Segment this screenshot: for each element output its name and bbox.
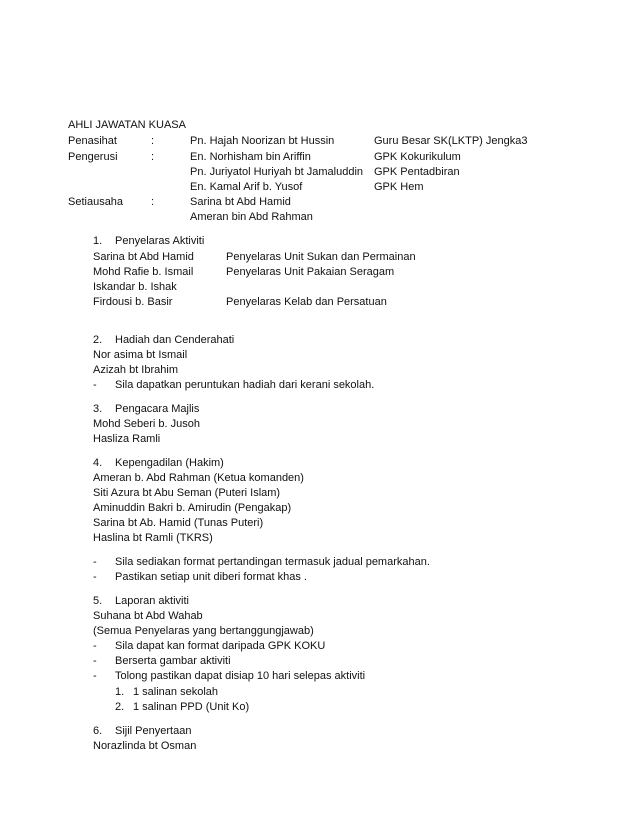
bullet-dash: - bbox=[93, 379, 97, 391]
member-name: Sarina bt Ab. Hamid (Tunas Puteri) bbox=[93, 517, 264, 529]
bullet-dash: - bbox=[93, 670, 97, 682]
committee-name: Pn. Juriyatol Huriyah bt Jamaluddin bbox=[190, 166, 364, 178]
coordinator-task: Penyelaras Kelab dan Persatuan bbox=[226, 296, 387, 308]
member-name: Nor asima bt Ismail bbox=[93, 349, 188, 361]
committee-post: Guru Besar SK(LKTP) Jengka3 bbox=[374, 135, 528, 147]
coordinator-name: Firdousi b. Basir bbox=[93, 296, 173, 308]
committee-post: GPK Pentadbiran bbox=[374, 166, 460, 178]
committee-role: Penasihat bbox=[68, 135, 117, 147]
committee-colon: : bbox=[151, 196, 155, 208]
section-number: 3. bbox=[93, 403, 103, 415]
document-heading: AHLI JAWATAN KUASA bbox=[68, 119, 186, 131]
member-name: Azizah bt Ibrahim bbox=[93, 364, 178, 376]
section-title: Laporan aktiviti bbox=[115, 595, 189, 607]
note-text: Sila dapatkan peruntukan hadiah dari kerani sekolah. bbox=[115, 379, 375, 391]
committee-role: Pengerusi bbox=[68, 151, 118, 163]
bullet-dash: - bbox=[93, 640, 97, 652]
sub-number: 2. bbox=[115, 701, 125, 713]
member-name: Ameran b. Abd Rahman (Ketua komanden) bbox=[93, 472, 304, 484]
section-number: 2. bbox=[93, 334, 103, 346]
sub-number: 1. bbox=[115, 686, 125, 698]
committee-name: En. Norhisham bin Ariffin bbox=[190, 151, 311, 163]
section-title: Hadiah dan Cenderahati bbox=[115, 334, 235, 346]
member-name: Norazlinda bt Osman bbox=[93, 740, 197, 752]
committee-role: Setiausaha bbox=[68, 196, 124, 208]
committee-colon: : bbox=[151, 151, 155, 163]
note-text: Berserta gambar aktiviti bbox=[115, 655, 231, 667]
bullet-dash: - bbox=[93, 655, 97, 667]
member-name: Mohd Seberi b. Jusoh bbox=[93, 418, 201, 430]
note-text: Sila sediakan format pertandingan termasuk jadual pemarkahan. bbox=[115, 556, 430, 568]
section-number: 6. bbox=[93, 725, 103, 737]
note-text: Tolong pastikan dapat disiap 10 hari selepas aktiviti bbox=[115, 670, 366, 682]
section-title: Kepengadilan (Hakim) bbox=[115, 457, 224, 469]
committee-post: GPK Hem bbox=[374, 181, 424, 193]
section-title: Penyelaras Aktiviti bbox=[115, 235, 205, 247]
committee-colon: : bbox=[151, 135, 155, 147]
coordinator-name: Sarina bt Abd Hamid bbox=[93, 251, 194, 263]
member-name: (Semua Penyelaras yang bertanggungjawab) bbox=[93, 625, 314, 637]
section-title: Sijil Penyertaan bbox=[115, 725, 192, 737]
section-title: Pengacara Majlis bbox=[115, 403, 200, 415]
member-name: Aminuddin Bakri b. Amirudin (Pengakap) bbox=[93, 502, 292, 514]
note-text: Pastikan setiap unit diberi format khas . bbox=[115, 571, 307, 583]
member-name: Siti Azura bt Abu Seman (Puteri Islam) bbox=[93, 487, 281, 499]
sub-text: 1 salinan PPD (Unit Ko) bbox=[133, 701, 250, 713]
committee-name: Ameran bin Abd Rahman bbox=[190, 211, 313, 223]
committee-name: Sarina bt Abd Hamid bbox=[190, 196, 291, 208]
coordinator-task: Penyelaras Unit Pakaian Seragam bbox=[226, 266, 395, 278]
committee-post: GPK Kokurikulum bbox=[374, 151, 461, 163]
committee-name: Pn. Hajah Noorizan bt Hussin bbox=[190, 135, 335, 147]
section-number: 1. bbox=[93, 235, 103, 247]
member-name: Haslina bt Ramli (TKRS) bbox=[93, 532, 213, 544]
bullet-dash: - bbox=[93, 571, 97, 583]
committee-name: En. Kamal Arif b. Yusof bbox=[190, 181, 303, 193]
coordinator-name: Mohd Rafie b. Ismail bbox=[93, 266, 194, 278]
coordinator-task: Penyelaras Unit Sukan dan Permainan bbox=[226, 251, 416, 263]
section-number: 4. bbox=[93, 457, 103, 469]
coordinator-name: Iskandar b. Ishak bbox=[93, 281, 177, 293]
bullet-dash: - bbox=[93, 556, 97, 568]
note-text: Sila dapat kan format daripada GPK KOKU bbox=[115, 640, 326, 652]
sub-text: 1 salinan sekolah bbox=[133, 686, 219, 698]
section-number: 5. bbox=[93, 595, 103, 607]
member-name: Hasliza Ramli bbox=[93, 433, 161, 445]
member-name: Suhana bt Abd Wahab bbox=[93, 610, 203, 622]
